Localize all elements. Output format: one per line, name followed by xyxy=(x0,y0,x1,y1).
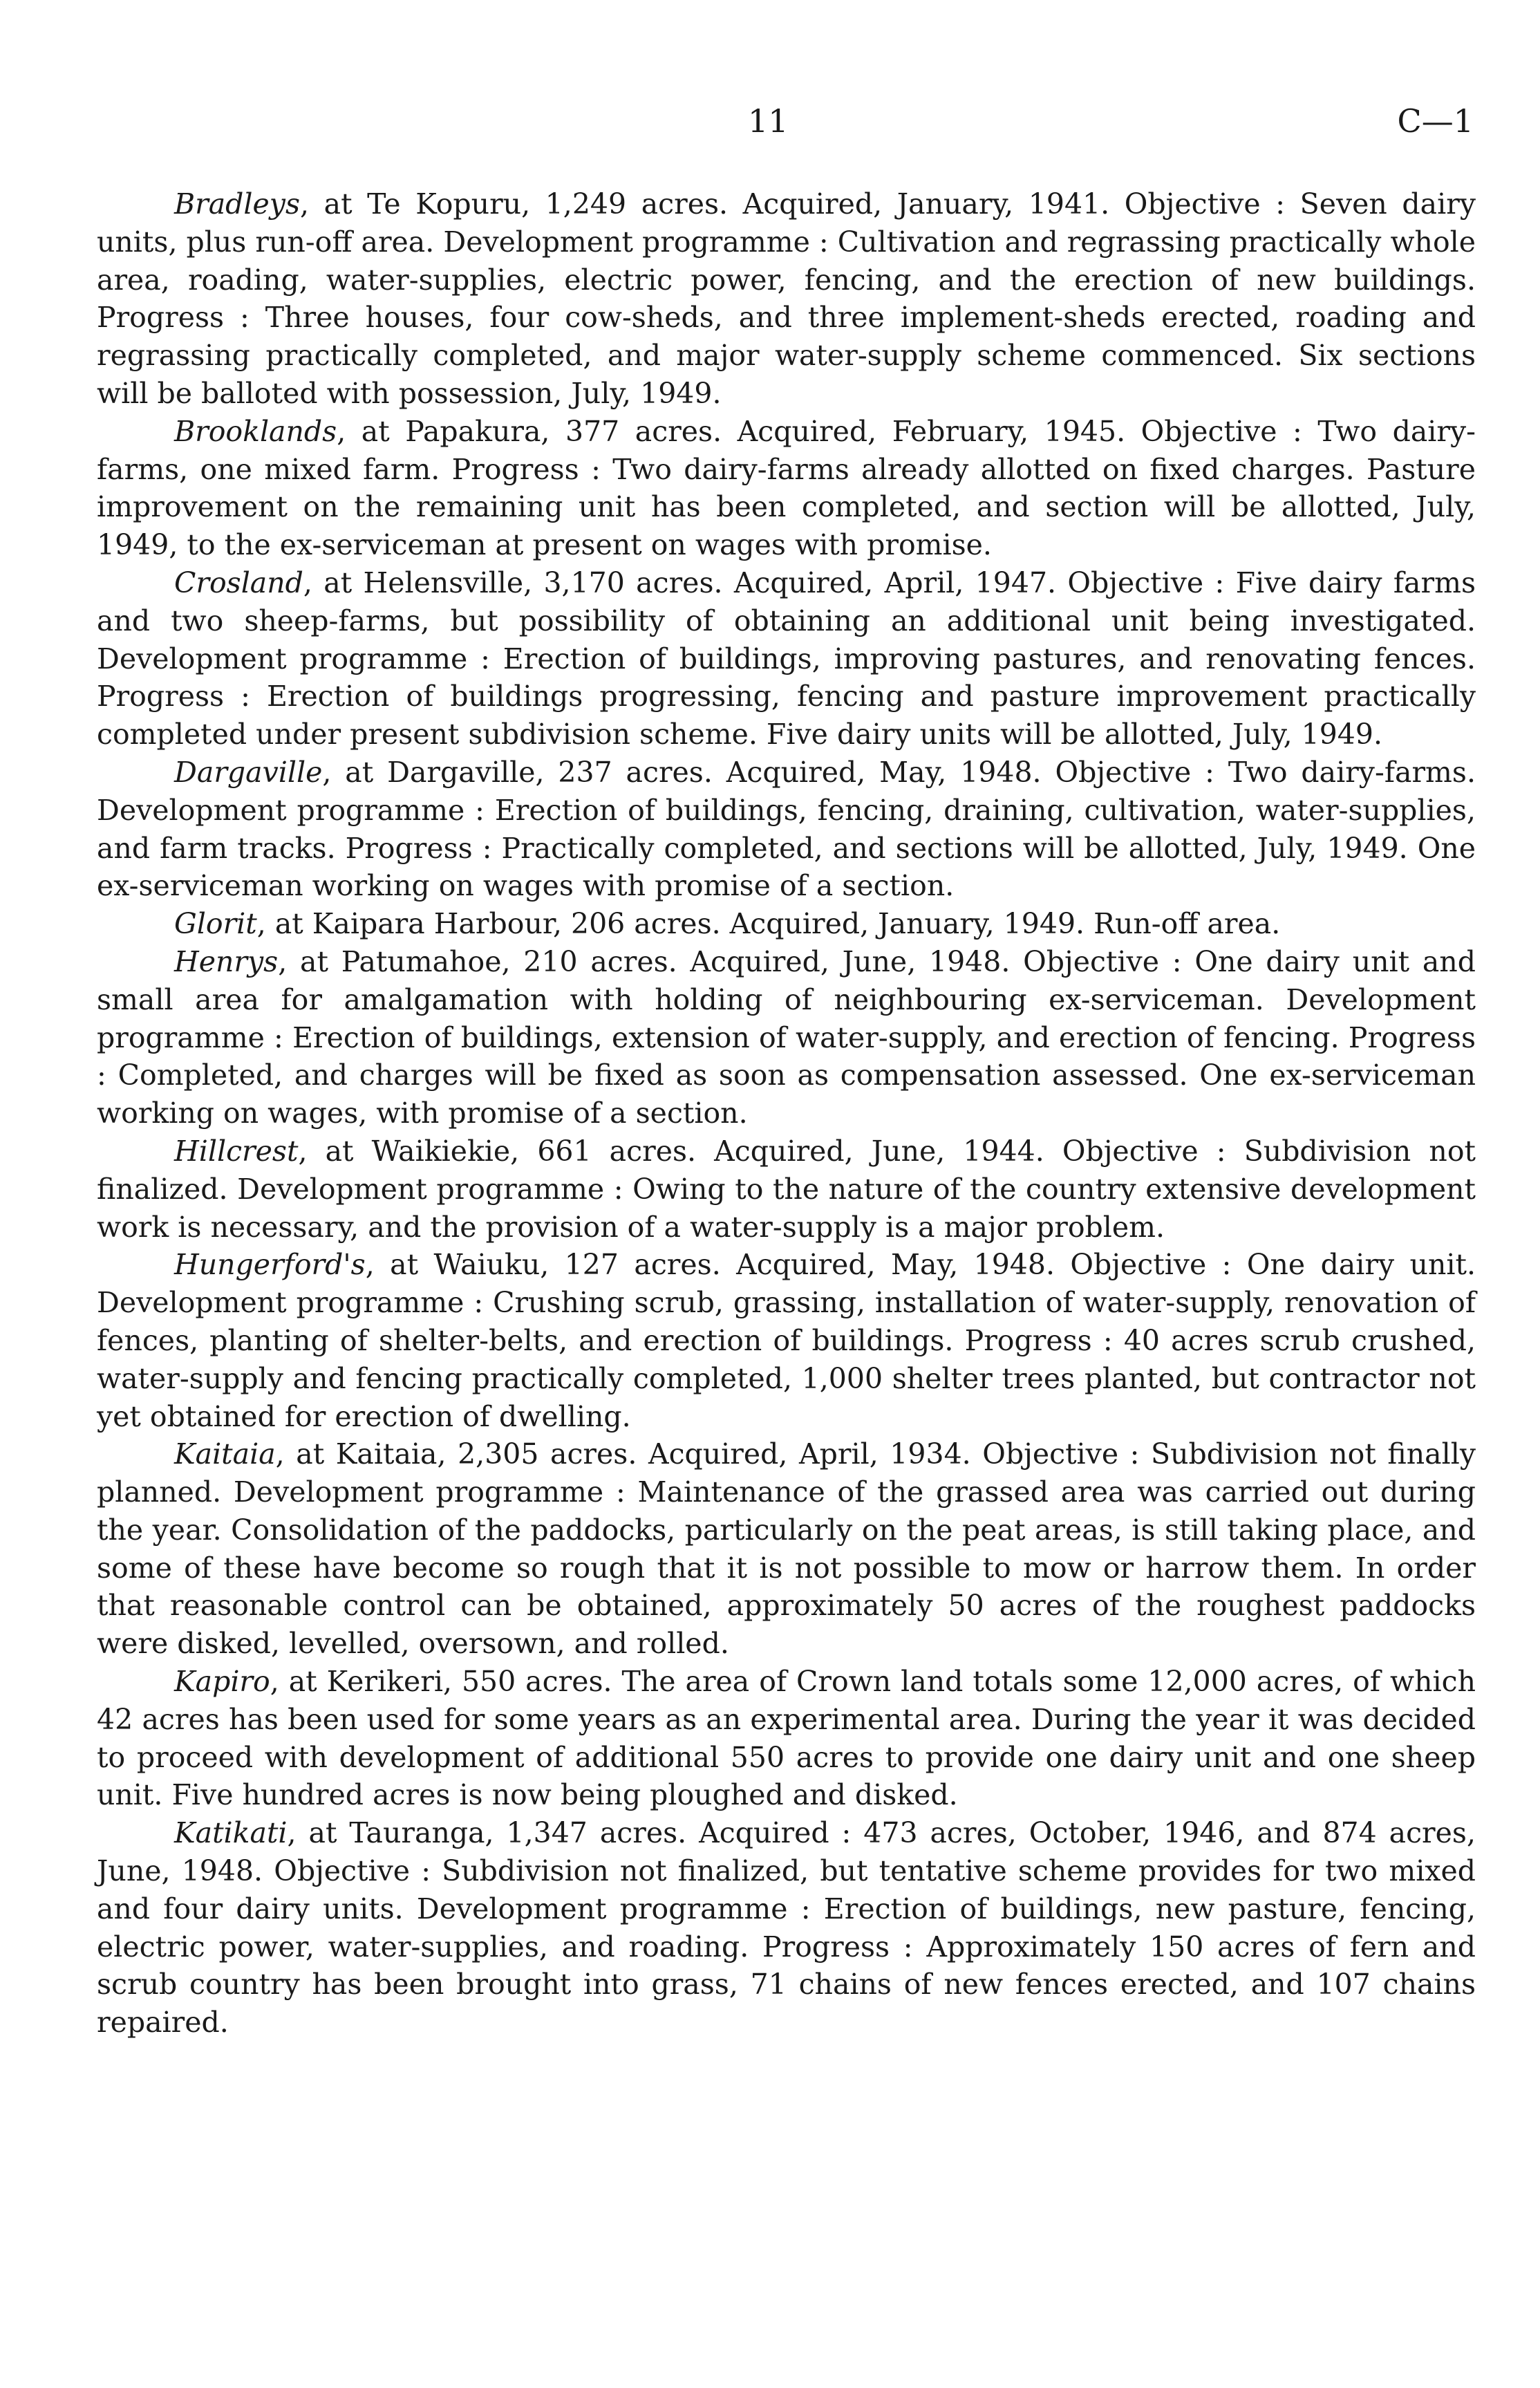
page-number: 11 xyxy=(748,102,789,140)
entry-dargaville xyxy=(97,754,1476,905)
entry-text: , at Papakura, 377 acres. Acquired, February, 1945. Objective : Two dairy-farms, one mixed farm. Progress : Two dairy-farms already allotted on fixed charges. Pasture improvement on the remaining unit has been completed, and section will be allotted, July, 1949, to the ex-serviceman at present on wages with promise. xyxy=(97,414,1476,562)
entry-name: Hungerford's xyxy=(174,1248,366,1282)
entry-name: Brooklands xyxy=(174,414,337,448)
entry-text: , at Kaipara Harbour, 206 acres. Acquired, January, 1949. Run-off area. xyxy=(256,907,1281,941)
entry-text: , at Tauranga, 1,347 acres. Acquired : 473 acres, October, 1946, and 874 acres, June, 1948. Objective : Subdivision not finalized, but tentative scheme provides for two mixed and four dairy units. Development programme : Erection of buildings, new pasture, fencing, electric power, water-supplies, and roading. Progress : Approximately 150 acres of fern and scrub country has been brought into grass, 71 chains of new fences erected, and 107 chains repaired. xyxy=(97,1816,1476,2040)
document-code: C—1 xyxy=(1397,102,1474,140)
entry-text: , at Waikiekie, 661 acres. Acquired, June, 1944. Objective : Subdivision not finalized. Development programme : Owing to the nature of the country extensive development work is necessary, and the provision of a water-supply is a major problem. xyxy=(97,1134,1476,1244)
entry-name: Bradleys xyxy=(174,187,300,221)
entry-bradleys xyxy=(97,185,1476,413)
entry-text: , at Kaitaia, 2,305 acres. Acquired, April, 1934. Objective : Subdivision not finally planned. Development programme : Maintenance of the grassed area was carried out during the year. Consolidation of the paddocks, particularly on the peat areas, is still taking place, and some of these have become so rough that it is not possible to mow or harrow them. In order that reasonable control can be obtained, approximately 50 acres of the roughest paddocks were disked, levelled, oversown, and rolled. xyxy=(97,1437,1476,1661)
entry-name: Crosland xyxy=(174,566,303,599)
entry-crosland xyxy=(97,564,1476,754)
entry-hillcrest xyxy=(97,1132,1476,1246)
entry-text: , at Dargaville, 237 acres. Acquired, May, 1948. Objective : Two dairy-farms. Development programme : Erection of buildings, fencing, draining, cultivation, water-supplies, and farm tracks. Progress : Practically completed, and sections will be allotted, July, 1949. One ex-serviceman working on wages with promise of a section. xyxy=(97,755,1476,903)
entry-name: Hillcrest xyxy=(174,1134,299,1168)
entry-glorit xyxy=(97,905,1476,943)
entry-henrys xyxy=(97,943,1476,1132)
running-head xyxy=(0,102,1540,144)
entry-text: , at Te Kopuru, 1,249 acres. Acquired, January, 1941. Objective : Seven dairy units, plus run-off area. Development programme : Cultivation and regrassing practically whole area, roading, water-supplies, electric power, fencing, and the erection of new buildings. Progress : Three houses, four cow-sheds, and three implement-sheds erected, roading and regrassing practically completed, and major water-supply scheme commenced. Six sections will be balloted with possession, July, 1949. xyxy=(97,187,1476,410)
entry-name: Kapiro xyxy=(174,1665,270,1699)
entry-hungerfords xyxy=(97,1246,1476,1435)
entry-name: Glorit xyxy=(174,907,257,941)
entry-name: Kaitaia xyxy=(174,1437,276,1471)
entry-text: , at Helensville, 3,170 acres. Acquired, April, 1947. Objective : Five dairy farms and two sheep-farms, but possibility of obtaining an additional unit being investigated. Development programme : Erection of buildings, improving pastures, and renovating fences. Progress : Erection of buildings progressing, fencing and pasture improvement practically completed under present subdivision scheme. Five dairy units will be allotted, July, 1949. xyxy=(97,566,1476,752)
entry-kapiro xyxy=(97,1663,1476,1814)
entry-text: , at Patumahoe, 210 acres. Acquired, June, 1948. Objective : One dairy unit and small area for amalgamation with holding of neighbouring ex-serviceman. Development programme : Erection of buildings, extension of water-supply, and erection of fencing. Progress : Completed, and charges will be fixed as soon as compensation assessed. One ex-serviceman working on wages, with promise of a section. xyxy=(97,944,1476,1130)
entry-kaitaia xyxy=(97,1435,1476,1663)
entry-name: Katikati xyxy=(174,1816,288,1850)
entry-name: Henrys xyxy=(174,944,279,978)
entry-brooklands xyxy=(97,413,1476,564)
body-text xyxy=(97,185,1476,2042)
entry-text: , at Waiuku, 127 acres. Acquired, May, 1948. Objective : One dairy unit. Development programme : Crushing scrub, grassing, installation of water-supply, renovation of fences, planting of shelter-belts, and erection of buildings. Progress : 40 acres scrub crushed, water-supply and fencing practically completed, 1,000 shelter trees planted, but contractor not yet obtained for erection of dwelling. xyxy=(97,1248,1476,1433)
entry-name: Dargaville xyxy=(174,755,323,789)
entry-katikati xyxy=(97,1814,1476,2042)
entry-text: , at Kerikeri, 550 acres. The area of Crown land totals some 12,000 acres, of which 42 acres has been used for some years as an experimental area. During the year it was decided to proceed with development of additional 550 acres to provide one dairy unit and one sheep unit. Five hundred acres is now being ploughed and disked. xyxy=(97,1665,1476,1812)
